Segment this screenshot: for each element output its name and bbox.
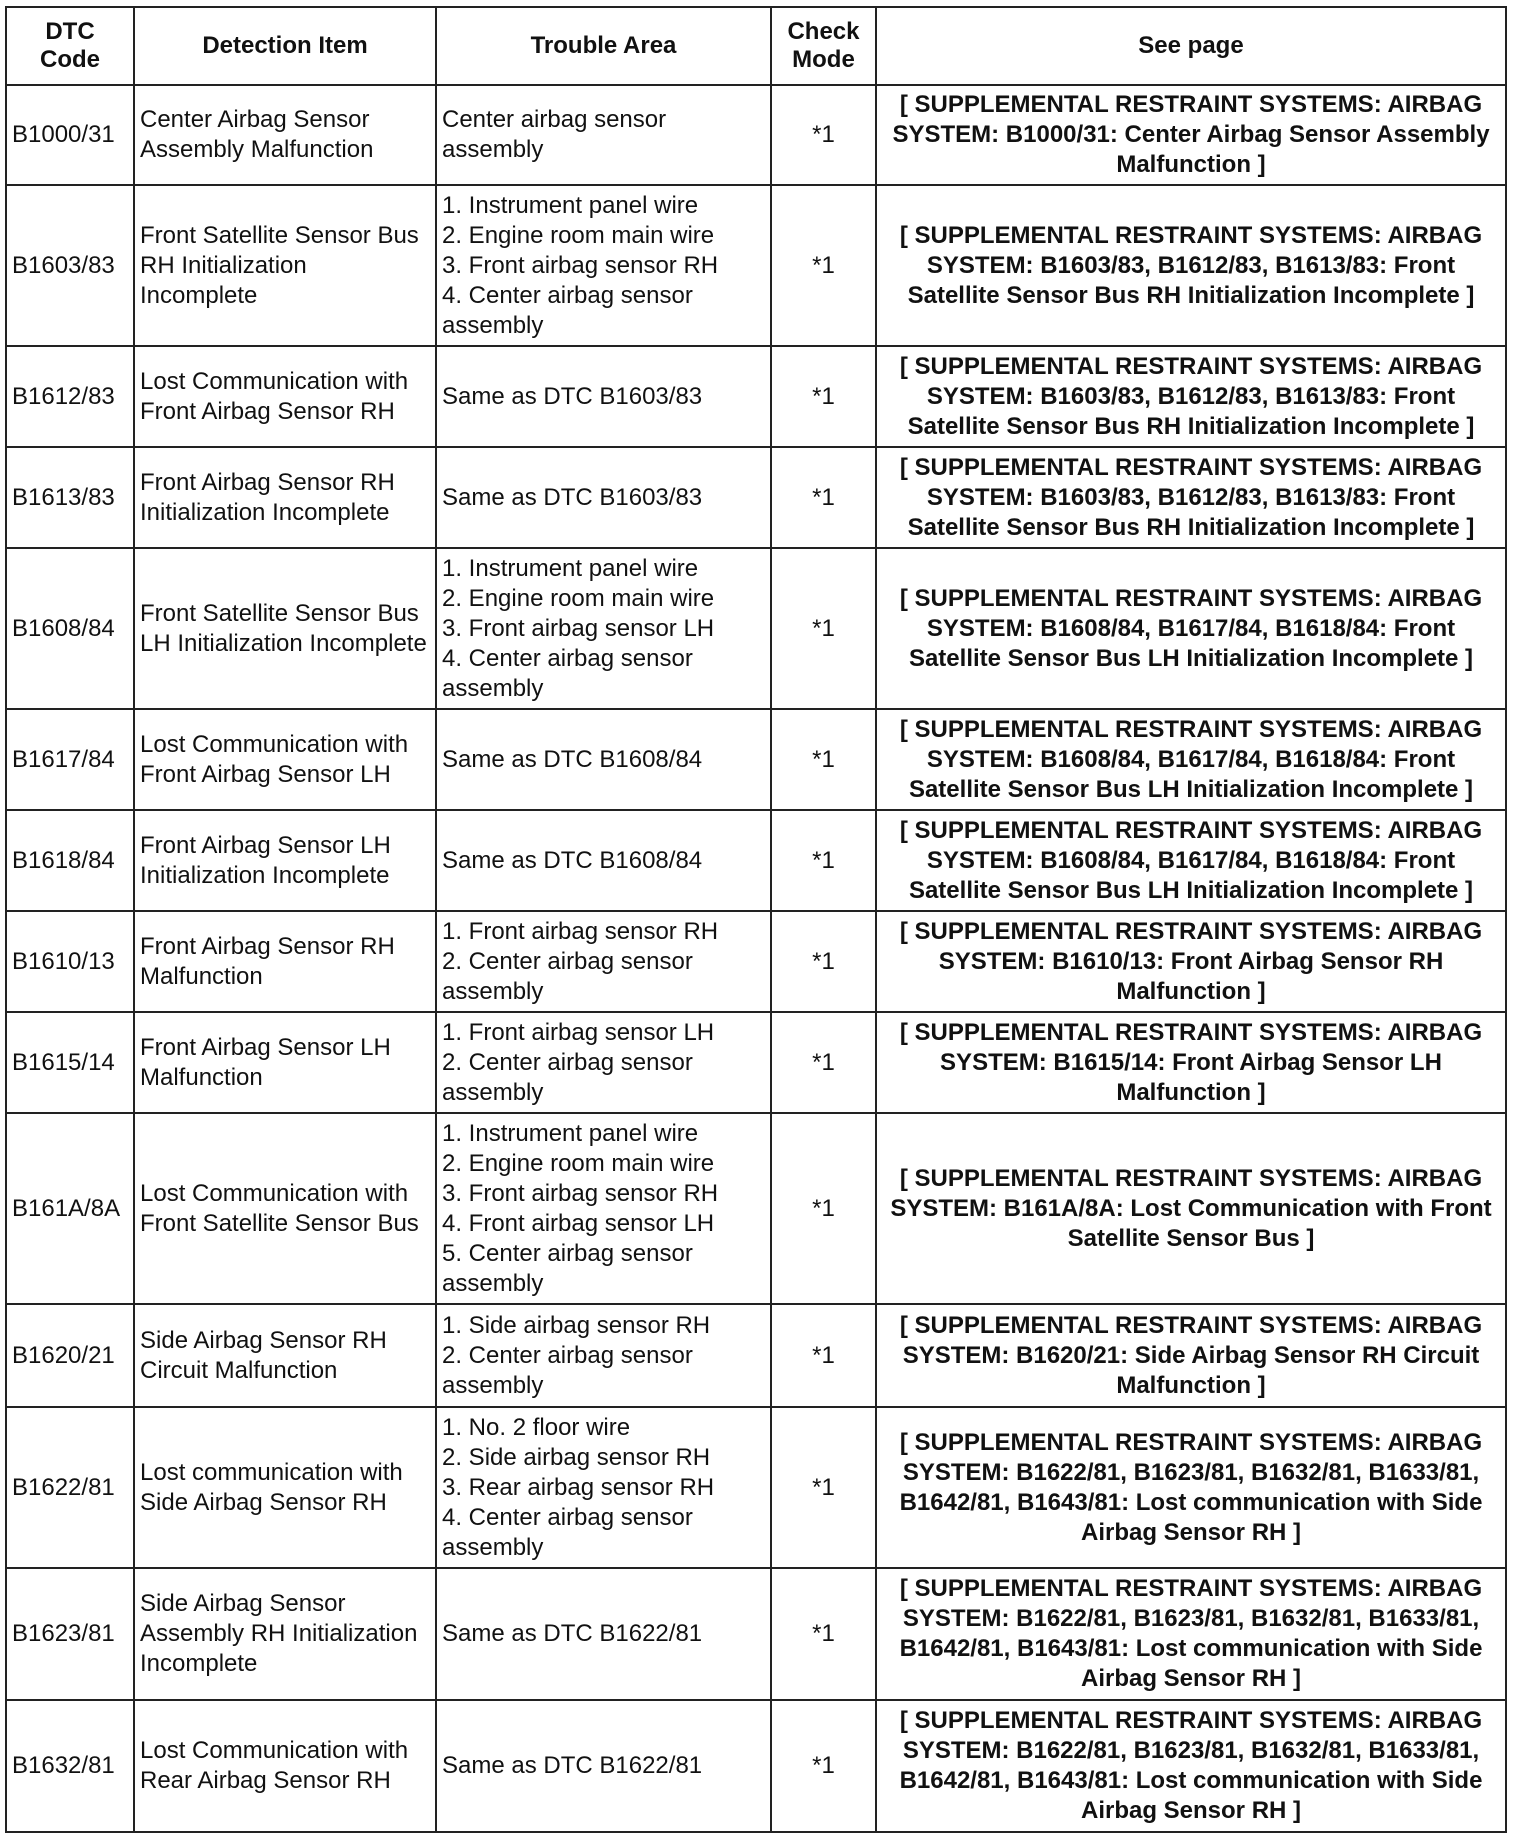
see-page-link[interactable]: [ SUPPLEMENTAL RESTRAINT SYSTEMS: AIRBAG SYSTEM: B1620/21: Side Airbag Sensor RH Circuit Malfunction ] [876,1304,1506,1407]
trouble-area-line: 1. Front airbag sensor LH [442,1018,715,1046]
header-detection-item: Detection Item [134,7,436,85]
dtc-code-cell: B1613/83 [6,447,134,548]
dtc-table [5,6,1507,1833]
trouble-area-line: Same as DTC B1608/84 [442,846,703,874]
trouble-area-line: 2. Engine room main wire [442,1149,715,1177]
table-row [6,346,1506,447]
check-mode-cell: *1 [771,85,876,185]
check-mode-cell: *1 [771,810,876,911]
trouble-area-cell [436,85,771,185]
trouble-area-line: 3. Front airbag sensor RH [442,251,719,279]
trouble-area-line: 2. Engine room main wire [442,584,715,612]
detection-item-cell: Side Airbag Sensor RH Circuit Malfunction [134,1304,436,1407]
trouble-area-line: 5. Center airbag sensor assembly [442,1239,693,1297]
header-see-page: See page [876,7,1506,85]
dtc-code-cell: B1610/13 [6,911,134,1012]
trouble-area-cell [436,810,771,911]
trouble-area-cell [436,1304,771,1407]
header-trouble-area: Trouble Area [436,7,771,85]
check-mode-cell: *1 [771,185,876,346]
check-mode-cell: *1 [771,1012,876,1113]
see-page-link[interactable]: [ SUPPLEMENTAL RESTRAINT SYSTEMS: AIRBAG SYSTEM: B1610/13: Front Airbag Sensor RH Malfunction ] [876,911,1506,1012]
trouble-area-cell [436,1700,771,1832]
table-row [6,185,1506,346]
trouble-area-cell [436,185,771,346]
trouble-area-cell [436,346,771,447]
check-mode-cell: *1 [771,911,876,1012]
see-page-link[interactable]: [ SUPPLEMENTAL RESTRAINT SYSTEMS: AIRBAG SYSTEM: B1000/31: Center Airbag Sensor Assembly Malfunction ] [876,85,1506,185]
detection-item-cell: Front Satellite Sensor Bus LH Initialization Incomplete [134,548,436,709]
detection-item-cell: Lost Communication with Front Airbag Sensor RH [134,346,436,447]
table-body [6,85,1506,1832]
trouble-area-line: 2. Center airbag sensor assembly [442,1048,693,1106]
trouble-area-cell [436,1113,771,1304]
trouble-area-line: 1. Side airbag sensor RH [442,1311,711,1339]
trouble-area-line: 2. Center airbag sensor assembly [442,947,693,1005]
dtc-code-cell: B161A/8A [6,1113,134,1304]
detection-item-cell: Lost Communication with Front Satellite Sensor Bus [134,1113,436,1304]
check-mode-cell: *1 [771,1700,876,1832]
dtc-code-cell: B1000/31 [6,85,134,185]
trouble-area-line: 4. Center airbag sensor assembly [442,281,693,339]
detection-item-cell: Lost Communication with Front Airbag Sensor LH [134,709,436,810]
table-row [6,1407,1506,1568]
see-page-link[interactable]: [ SUPPLEMENTAL RESTRAINT SYSTEMS: AIRBAG SYSTEM: B1622/81, B1623/81, B1632/81, B1633/81, B1642/81, B1643/81: Lost communication with Side Airbag Sensor RH ] [876,1700,1506,1832]
see-page-link[interactable]: [ SUPPLEMENTAL RESTRAINT SYSTEMS: AIRBAG SYSTEM: B1603/83, B1612/83, B1613/83: Front Satellite Sensor Bus RH Initialization Incomplete ] [876,346,1506,447]
detection-item-cell: Front Airbag Sensor RH Initialization Incomplete [134,447,436,548]
trouble-area-cell [436,1568,771,1700]
see-page-link[interactable]: [ SUPPLEMENTAL RESTRAINT SYSTEMS: AIRBAG SYSTEM: B1622/81, B1623/81, B1632/81, B1633/81, B1642/81, B1643/81: Lost communication with Side Airbag Sensor RH ] [876,1568,1506,1700]
see-page-link[interactable]: [ SUPPLEMENTAL RESTRAINT SYSTEMS: AIRBAG SYSTEM: B1603/83, B1612/83, B1613/83: Front Satellite Sensor Bus RH Initialization Incomplete ] [876,185,1506,346]
check-mode-cell: *1 [771,1407,876,1568]
table-row [6,1304,1506,1407]
see-page-link[interactable]: [ SUPPLEMENTAL RESTRAINT SYSTEMS: AIRBAG SYSTEM: B1608/84, B1617/84, B1618/84: Front Satellite Sensor Bus LH Initialization Incomplete ] [876,709,1506,810]
trouble-area-line: 4. Center airbag sensor assembly [442,1503,693,1561]
dtc-code-cell: B1623/81 [6,1568,134,1700]
trouble-area-line: 2. Center airbag sensor assembly [442,1341,693,1399]
dtc-code-cell: B1617/84 [6,709,134,810]
trouble-area-line: 2. Engine room main wire [442,221,715,249]
dtc-code-cell: B1632/81 [6,1700,134,1832]
header-row [6,7,1506,85]
trouble-area-line: 1. Instrument panel wire [442,1119,699,1147]
dtc-code-cell: B1615/14 [6,1012,134,1113]
table-row [6,447,1506,548]
trouble-area-line: 3. Front airbag sensor LH [442,614,715,642]
table-row [6,911,1506,1012]
trouble-area-line: Same as DTC B1603/83 [442,382,703,410]
dtc-code-cell: B1618/84 [6,810,134,911]
see-page-link[interactable]: [ SUPPLEMENTAL RESTRAINT SYSTEMS: AIRBAG SYSTEM: B161A/8A: Lost Communication with Front Satellite Sensor Bus ] [876,1113,1506,1304]
check-mode-cell: *1 [771,346,876,447]
trouble-area-line: Same as DTC B1622/81 [442,1752,703,1779]
header-dtc-code: DTC Code [6,7,134,85]
table-row [6,1012,1506,1113]
detection-item-cell: Center Airbag Sensor Assembly Malfunction [134,85,436,185]
trouble-area-cell [436,911,771,1012]
dtc-code-cell: B1608/84 [6,548,134,709]
detection-item-cell: Front Airbag Sensor RH Malfunction [134,911,436,1012]
see-page-link[interactable]: [ SUPPLEMENTAL RESTRAINT SYSTEMS: AIRBAG SYSTEM: B1622/81, B1623/81, B1632/81, B1633/81, B1642/81, B1643/81: Lost communication with Side Airbag Sensor RH ] [876,1407,1506,1568]
table-row [6,1113,1506,1304]
trouble-area-line: 1. Instrument panel wire [442,554,699,582]
header-check-mode: Check Mode [771,7,876,85]
trouble-area-line: Same as DTC B1608/84 [442,745,703,773]
detection-item-cell: Lost communication with Side Airbag Sensor RH [134,1407,436,1568]
trouble-area-cell [436,709,771,810]
see-page-link[interactable]: [ SUPPLEMENTAL RESTRAINT SYSTEMS: AIRBAG SYSTEM: B1603/83, B1612/83, B1613/83: Front Satellite Sensor Bus RH Initialization Incomplete ] [876,447,1506,548]
see-page-link[interactable]: [ SUPPLEMENTAL RESTRAINT SYSTEMS: AIRBAG SYSTEM: B1615/14: Front Airbag Sensor LH Malfunction ] [876,1012,1506,1113]
dtc-code-cell: B1612/83 [6,346,134,447]
table-row [6,1700,1506,1832]
trouble-area-line: Center airbag sensor assembly [442,106,667,163]
detection-item-cell: Lost Communication with Rear Airbag Sensor RH [134,1700,436,1832]
table-row [6,85,1506,185]
see-page-link[interactable]: [ SUPPLEMENTAL RESTRAINT SYSTEMS: AIRBAG SYSTEM: B1608/84, B1617/84, B1618/84: Front Satellite Sensor Bus LH Initialization Incomplete ] [876,810,1506,911]
check-mode-cell: *1 [771,1568,876,1700]
detection-item-cell: Front Satellite Sensor Bus RH Initialization Incomplete [134,185,436,346]
table-row [6,709,1506,810]
detection-item-cell: Front Airbag Sensor LH Initialization Incomplete [134,810,436,911]
detection-item-cell: Front Airbag Sensor LH Malfunction [134,1012,436,1113]
trouble-area-line: 3. Rear airbag sensor RH [442,1473,715,1501]
trouble-area-line: 3. Front airbag sensor RH [442,1179,719,1207]
detection-item-cell: Side Airbag Sensor Assembly RH Initialization Incomplete [134,1568,436,1700]
check-mode-cell: *1 [771,447,876,548]
trouble-area-line: 4. Center airbag sensor assembly [442,644,693,702]
check-mode-cell: *1 [771,548,876,709]
table-row [6,1568,1506,1700]
table-row [6,548,1506,709]
trouble-area-line: 2. Side airbag sensor RH [442,1443,711,1471]
trouble-area-cell [436,447,771,548]
trouble-area-line: 1. Front airbag sensor RH [442,917,719,945]
trouble-area-line: Same as DTC B1603/83 [442,483,703,511]
trouble-area-line: 1. Instrument panel wire [442,191,699,219]
dtc-code-cell: B1622/81 [6,1407,134,1568]
see-page-link[interactable]: [ SUPPLEMENTAL RESTRAINT SYSTEMS: AIRBAG SYSTEM: B1608/84, B1617/84, B1618/84: Front Satellite Sensor Bus LH Initialization Incomplete ] [876,548,1506,709]
trouble-area-cell [436,1407,771,1568]
check-mode-cell: *1 [771,709,876,810]
trouble-area-cell [436,548,771,709]
dtc-code-cell: B1603/83 [6,185,134,346]
dtc-code-cell: B1620/21 [6,1304,134,1407]
trouble-area-line: 1. No. 2 floor wire [442,1413,631,1441]
trouble-area-line: 4. Front airbag sensor LH [442,1209,715,1237]
trouble-area-cell [436,1012,771,1113]
check-mode-cell: *1 [771,1113,876,1304]
trouble-area-line: Same as DTC B1622/81 [442,1620,703,1647]
check-mode-cell: *1 [771,1304,876,1407]
table-row [6,810,1506,911]
